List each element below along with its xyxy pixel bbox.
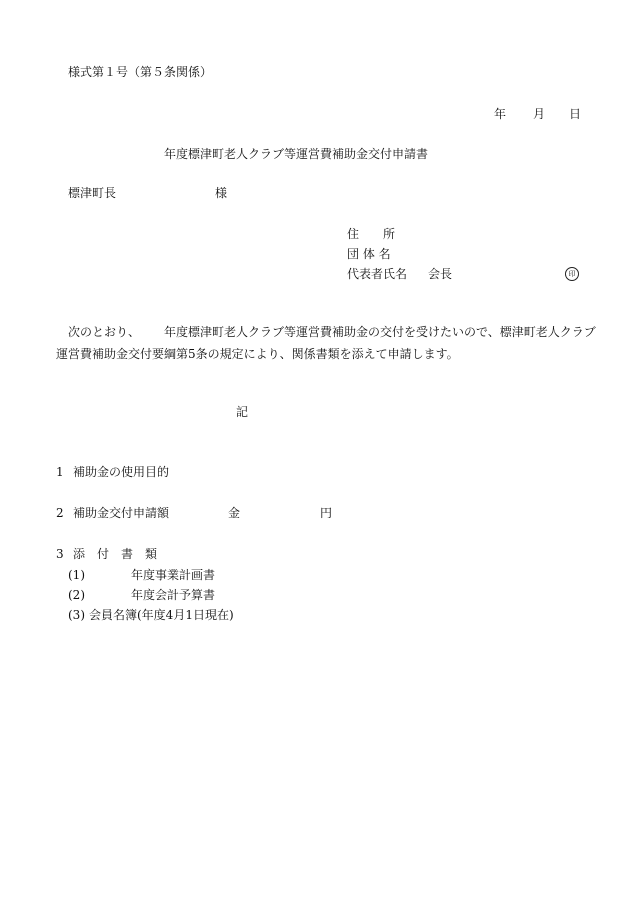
- document-title: 年度標津町老人クラブ等運営費補助金交付申請書: [164, 147, 429, 161]
- seal-mark: 印: [565, 267, 579, 281]
- attachment-1-label: 年度事業計画書: [131, 568, 216, 582]
- addressee-name: 標津町長: [68, 186, 117, 200]
- attachment-3-number: (3): [68, 608, 85, 622]
- item3-number: 3: [56, 547, 64, 561]
- date-year: 年: [494, 107, 507, 121]
- item2-number: 2: [56, 506, 64, 520]
- addressee-honorific: 様: [215, 186, 228, 200]
- form-number: 様式第１号（第５条関係）: [68, 65, 213, 79]
- date-day: 日: [569, 107, 582, 121]
- representative-label: 代表者氏名: [347, 267, 408, 281]
- item2-kin: 金: [228, 506, 241, 520]
- ki-heading: 記: [236, 405, 249, 419]
- item2-yen: 円: [320, 506, 333, 520]
- body-text-line1-post: 年度標津町老人クラブ等運営費補助金の交付を受けたいので、標津町老人クラブ: [164, 325, 596, 339]
- attachment-1-number: (1): [68, 568, 85, 582]
- attachment-2-number: (2): [68, 588, 85, 602]
- address-label: 住 所: [347, 227, 396, 241]
- organization-label: 団 体 名: [347, 247, 391, 261]
- date-month: 月: [533, 107, 546, 121]
- item1-number: 1: [56, 465, 64, 479]
- attachment-3-label: 会員名簿(年度4月1日現在): [89, 608, 234, 622]
- item3-label: 添 付 書 類: [73, 547, 158, 561]
- item1-label: 補助金の使用目的: [73, 465, 170, 479]
- body-text-line2: 運営費補助金交付要綱第5条の規定により、関係書類を添えて申請します。: [56, 347, 459, 361]
- body-text-line1-pre: 次のとおり、: [68, 325, 141, 339]
- item2-label: 補助金交付申請額: [73, 506, 170, 520]
- attachment-2-label: 年度会計予算書: [131, 588, 216, 602]
- representative-title: 会長: [428, 267, 453, 281]
